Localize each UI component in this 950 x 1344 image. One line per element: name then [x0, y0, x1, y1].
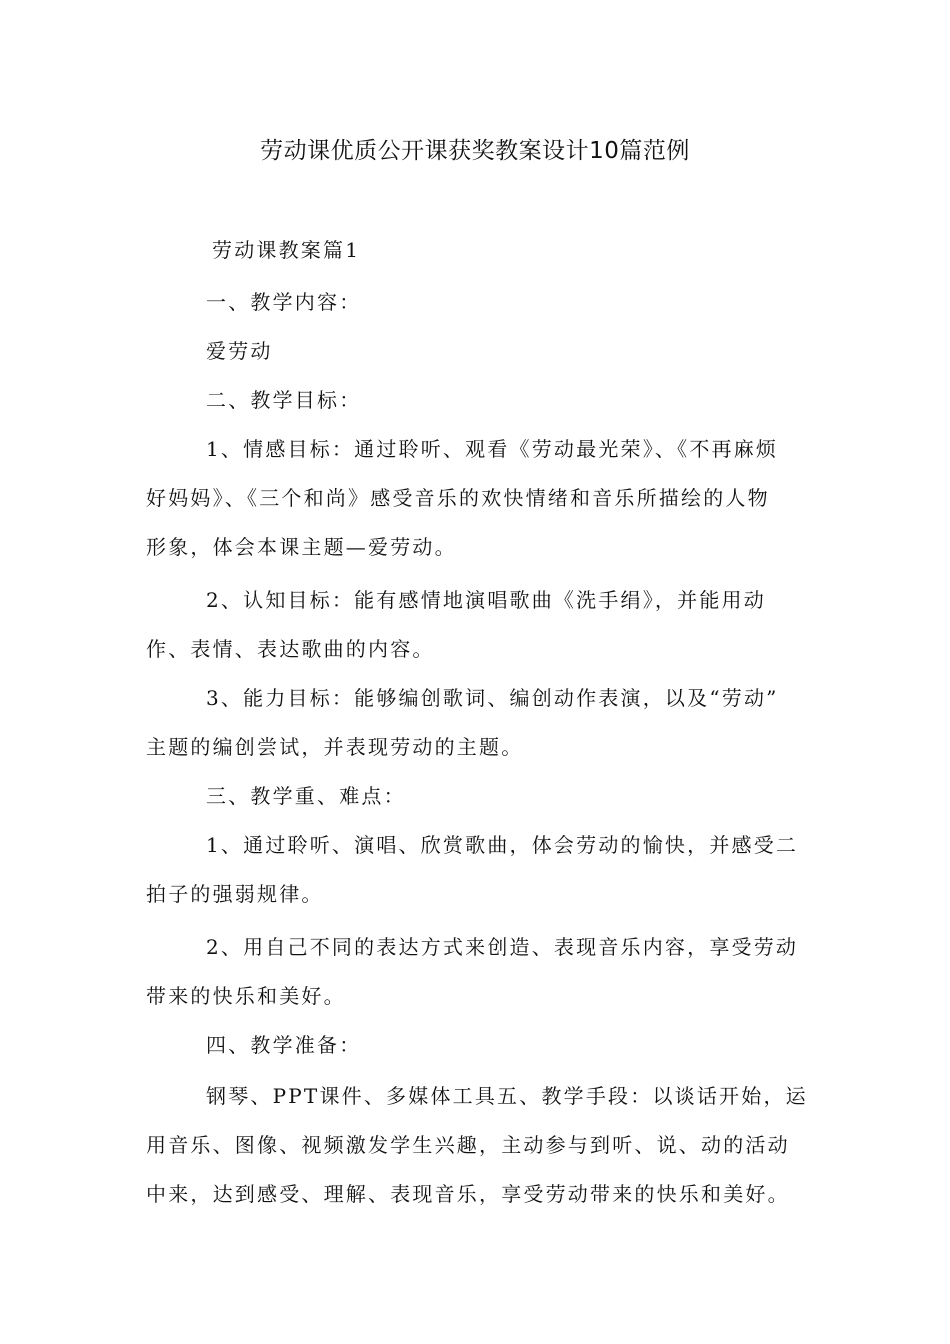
paragraph-line: 二、教学目标：: [206, 388, 362, 412]
paragraph-line: 钢琴、PPT课件、多媒体工具五、教学手段：以谈话开始，运: [206, 1084, 808, 1108]
paragraph-line: 2、用自己不同的表达方式来创造、表现音乐内容，享受劳动: [206, 935, 799, 959]
paragraph-line: 四、教学准备：: [206, 1033, 362, 1057]
paragraph-line: 用音乐、图像、视频激发学生兴趣，主动参与到听、说、动的活动: [146, 1133, 790, 1157]
paragraph-line: 1、通过聆听、演唱、欣赏歌曲，体会劳动的愉快，并感受二: [206, 833, 799, 857]
paragraph-line: 1、情感目标：通过聆听、观看《劳动最光荣》、《不再麻烦: [206, 437, 779, 461]
section-heading: 劳动课教案篇1: [212, 238, 361, 262]
document-title: 劳动课优质公开课获奖教案设计10篇范例: [260, 138, 690, 164]
paragraph-line: 2、认知目标：能有感情地演唱歌曲《洗手绢》，并能用动: [206, 588, 766, 612]
paragraph-line: 带来的快乐和美好。: [146, 984, 346, 1008]
paragraph-line: 主题的编创尝试，并表现劳动的主题。: [146, 735, 524, 759]
paragraph-line: 形象，体会本课主题—爱劳动。: [146, 535, 457, 559]
paragraph-line: 中来，达到感受、理解、表现音乐，享受劳动带来的快乐和美好。: [146, 1182, 790, 1206]
paragraph-line: 一、教学内容：: [206, 290, 362, 314]
paragraph-line: 拍子的强弱规律。: [146, 882, 324, 906]
paragraph-line: 作、表情、表达歌曲的内容。: [146, 637, 435, 661]
paragraph-line: 好妈妈》、《三个和尚》感受音乐的欢快情绪和音乐所描绘的人物: [146, 486, 770, 510]
paragraph-line: 爱劳动: [206, 339, 273, 363]
paragraph-line: 3、能力目标：能够编创歌词、编创动作表演，以及“劳动”: [206, 686, 779, 710]
paragraph-line: 三、教学重、难点：: [206, 784, 406, 808]
